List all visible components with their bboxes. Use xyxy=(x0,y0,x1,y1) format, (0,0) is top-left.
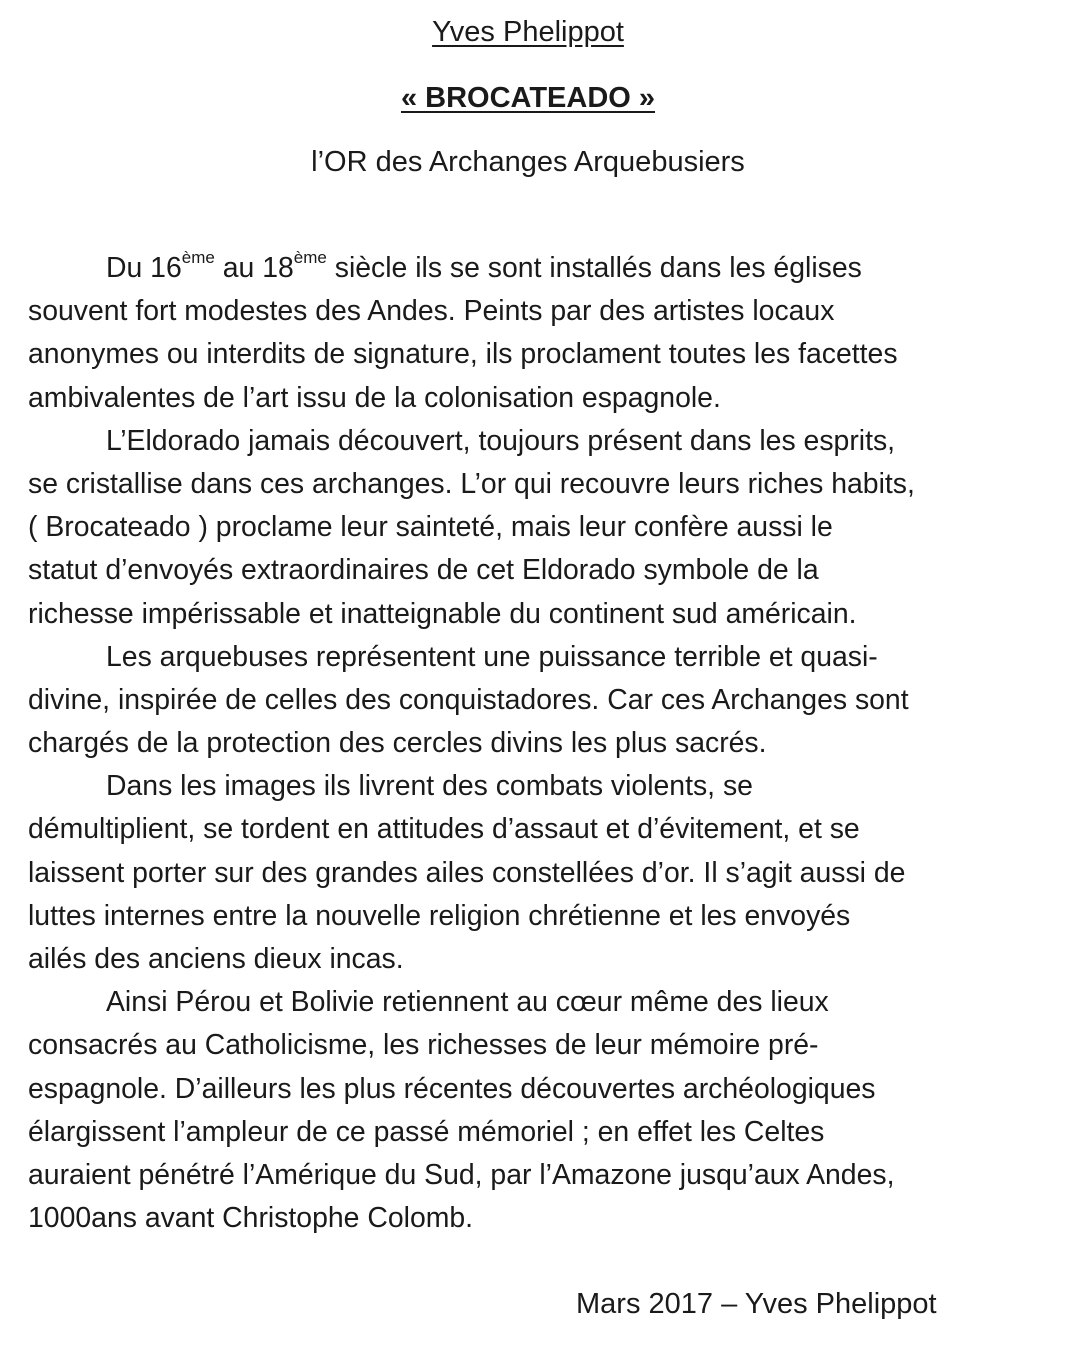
signature-line: Mars 2017 – Yves Phelippot xyxy=(576,1288,937,1320)
text-segment: Du 16 xyxy=(106,252,182,284)
document-subtitle: l’OR des Archanges Arquebusiers xyxy=(311,146,745,178)
paragraph-4-line-4: luttes internes entre la nouvelle religion chrétienne et les envoyés xyxy=(28,899,851,932)
author-heading: Yves Phelippot xyxy=(432,16,624,48)
paragraph-2-line-1: L’Eldorado jamais découvert, toujours présent dans les esprits, xyxy=(106,424,896,457)
paragraph-5-line-4: élargissent l’ampleur de ce passé mémoriel ; en effet les Celtes xyxy=(28,1115,825,1148)
paragraph-5-line-2: consacrés au Catholicisme, les richesses de leur mémoire pré- xyxy=(28,1029,819,1062)
superscript: ème xyxy=(293,248,327,267)
paragraph-2-line-4: statut d’envoyés extraordinaires de cet Eldorado symbole de la xyxy=(28,554,819,587)
paragraph-4-line-1: Dans les images ils livrent des combats violents, se xyxy=(106,770,753,803)
paragraph-1-line-1 xyxy=(28,247,1038,290)
paragraph-5-line-5: auraient pénétré l’Amérique du Sud, par l’Amazone jusqu’aux Andes, xyxy=(28,1158,895,1191)
paragraph-1-line-3: anonymes ou interdits de signature, ils proclament toutes les facettes xyxy=(28,338,898,371)
paragraph-1-line-2: souvent fort modestes des Andes. Peints par des artistes locaux xyxy=(28,295,835,328)
body-text xyxy=(28,247,1038,1240)
paragraph-4-line-2: démultiplient, se tordent en attitudes d’assaut et d’évitement, et se xyxy=(28,813,860,846)
text-segment: siècle ils se sont installés dans les églises xyxy=(326,252,862,284)
document-title: « BROCATEADO » xyxy=(400,82,656,114)
paragraph-3-line-2: divine, inspirée de celles des conquistadores. Car ces Archanges sont xyxy=(28,683,909,716)
paragraph-2-line-3: ( Brocateado ) proclame leur sainteté, mais leur confère aussi le xyxy=(28,511,833,544)
paragraph-2-line-2: se cristallise dans ces archanges. L’or qui recouvre leurs riches habits, xyxy=(28,467,915,500)
paragraph-5-line-6: 1000ans avant Christophe Colomb. xyxy=(28,1202,474,1235)
paragraph-4-line-3: laissent porter sur des grandes ailes constellées d’or. Il s’agit aussi de xyxy=(28,856,906,889)
paragraph-3-line-1: Les arquebuses représentent une puissance terrible et quasi- xyxy=(106,640,878,673)
text-segment: au 18 xyxy=(214,252,294,284)
paragraph-4-line-5: ailés des anciens dieux incas. xyxy=(28,943,404,975)
paragraph-5-line-3: espagnole. D’ailleurs les plus récentes découvertes archéologiques xyxy=(28,1072,876,1105)
paragraph-5-line-1: Ainsi Pérou et Bolivie retiennent au cœur même des lieux xyxy=(106,986,829,1019)
paragraph-3-line-3: chargés de la protection des cercles divins les plus sacrés. xyxy=(28,727,767,760)
superscript: ème xyxy=(181,248,215,267)
paragraph-2-line-5: richesse impérissable et inatteignable du continent sud américain. xyxy=(28,597,857,630)
paragraph-1-line-4: ambivalentes de l’art issu de la colonisation espagnole. xyxy=(28,381,721,414)
